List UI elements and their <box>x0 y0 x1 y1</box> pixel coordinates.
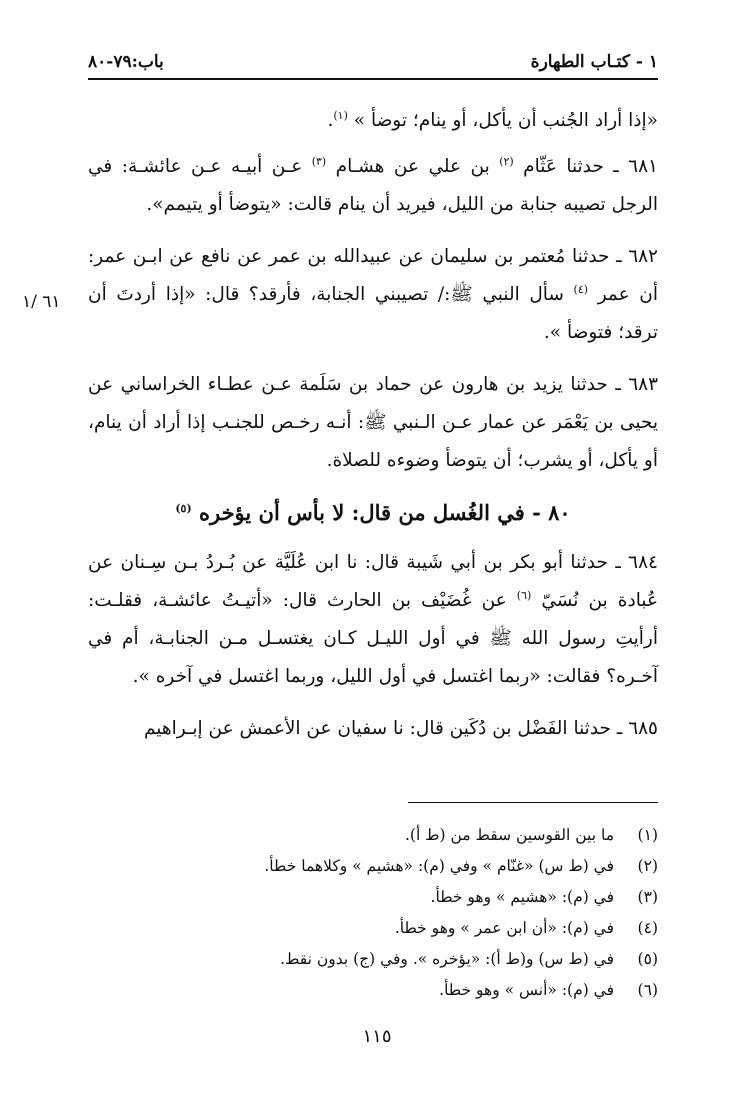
hadith-text: حدثنا أبو بكر بن أبي شَيبة قال: نا ابن عُلَيَّة عن بُـردُ بـن سِـنان عن عُبادة بن نُسَيّ <box>88 552 659 611</box>
hadith-number: ٦٨١ ـ <box>613 156 658 177</box>
footnote-marker: (٦) <box>516 588 532 602</box>
footnote-marker: (٥) <box>175 502 192 515</box>
hadith-text: سأل النبي ﷺ:/ تصيبني الجنابة، فأرقد؟ قال: «إذا أردتَ أن ترقد؛ فتوضأ ». <box>88 284 658 343</box>
paragraph-end: . <box>327 110 334 131</box>
footnote-number: (٥) <box>637 950 658 968</box>
hadith-text: حدثنا مُعتمر بن سليمان عن عبيدالله بن عمر عن نافع عن ابـن عمر: أن عمر <box>88 246 658 305</box>
hadith-685 <box>88 710 658 748</box>
running-header <box>88 48 658 76</box>
heading-text: ٨٠ - في الغُسل من قال: لا بأس أن يؤخره <box>198 500 571 525</box>
paragraph-text: «إذا أراد الجُنب أن يأكل، أو ينام؛ توضأ » <box>353 110 658 131</box>
footnote-text: في (م): «هشيم » وهو خطأ. <box>430 888 614 906</box>
chapter-heading <box>88 494 658 532</box>
hadith-number: ٦٨٣ ـ <box>615 374 659 395</box>
footnote-5 <box>88 944 658 975</box>
footnote-text: ما بين القوسين سقط من (ط أ). <box>404 826 614 844</box>
header-rule <box>88 78 658 80</box>
footnote-number: (٤) <box>637 919 658 937</box>
chapter-title: ١ - كتـاب الطهارة <box>530 52 658 72</box>
footnote-marker: (١) <box>333 108 348 122</box>
footnote-text: في (ط س) «غنّام » وفي (م): «هشيم » وكلاهما خطأ. <box>264 857 614 875</box>
hadith-text: حدثنا يزيد بن هارون عن حماد بن سَلَمة عـن عطـاء الخراساني عن يحيى بن يَعْمَر عن عمار عـن الـنبي ﷺ: أنـه رخـص للجنـب إذا أراد أن ينام، أو يأكل، أو يشرب؛ أن يتوضأ وضوءه للصلاة. <box>88 374 658 471</box>
footnote-number: (٣) <box>637 888 658 906</box>
hadith-683 <box>88 366 658 480</box>
hadith-text: حدثنا عَثّام <box>523 156 604 177</box>
footnotes <box>88 820 658 1006</box>
hadith-text: عـن أبيـه عـن عائشـة: في الرجل تصيبه جنابة من الليل، فيريد أن ينام قالت: «يتوضأ أو يتيمم». <box>88 156 658 215</box>
footnote-marker: (٤) <box>573 282 589 296</box>
footnote-1 <box>88 820 658 851</box>
footnote-2 <box>88 851 658 882</box>
page-number: ١١٥ <box>362 1026 392 1047</box>
footnote-number: (٢) <box>637 857 658 875</box>
hadith-number: ٦٨٥ ـ <box>616 718 658 739</box>
paragraph-continuation <box>88 102 658 140</box>
margin-reference: ٦١ /١ <box>22 292 61 312</box>
footnote-4 <box>88 913 658 944</box>
hadith-number: ٦٨٤ ـ <box>615 552 658 573</box>
footnote-marker: (٣) <box>311 154 327 168</box>
section-reference: باب:٧٩-٨٠ <box>88 52 164 72</box>
footnote-marker: (٢) <box>499 154 514 168</box>
footnote-3 <box>88 882 658 913</box>
footnote-number: (١) <box>637 826 658 844</box>
hadith-684 <box>88 544 658 696</box>
hadith-number: ٦٨٢ ـ <box>616 246 658 267</box>
hadith-text: حدثنا الفَضْل بن دُكَين قال: نا سفيان عن الأعمش عن إبـراهيم <box>143 718 611 739</box>
hadith-681 <box>88 148 658 224</box>
main-text <box>88 102 658 762</box>
hadith-682 <box>88 238 658 352</box>
hadith-text: عن غُضَيْف بن الحارث قال: «أتيـتُ عائشـة، فقلـت: أرأيتِ رسول الله ﷺ في أول الليـل كـان يغتسـل مـن الجنابـة، أم في آخـره؟ فقالت: «ربما اغتسل في أول الليل، وربما اغتسل في آخره ». <box>88 590 658 687</box>
footnote-text: في (م): «أنس » وهو خطأ. <box>439 981 614 999</box>
footnote-6 <box>88 975 658 1006</box>
footnote-rule <box>408 802 658 803</box>
footnote-text: في (م): «أن ابن عمر » وهو خطأ. <box>394 919 614 937</box>
footnote-text: في (ط س) و(ط أ): «يؤخره ». وفي (ج) بدون نقط. <box>280 950 614 968</box>
footnote-number: (٦) <box>637 981 658 999</box>
hadith-text: بن علي عن هشـام <box>335 156 490 177</box>
